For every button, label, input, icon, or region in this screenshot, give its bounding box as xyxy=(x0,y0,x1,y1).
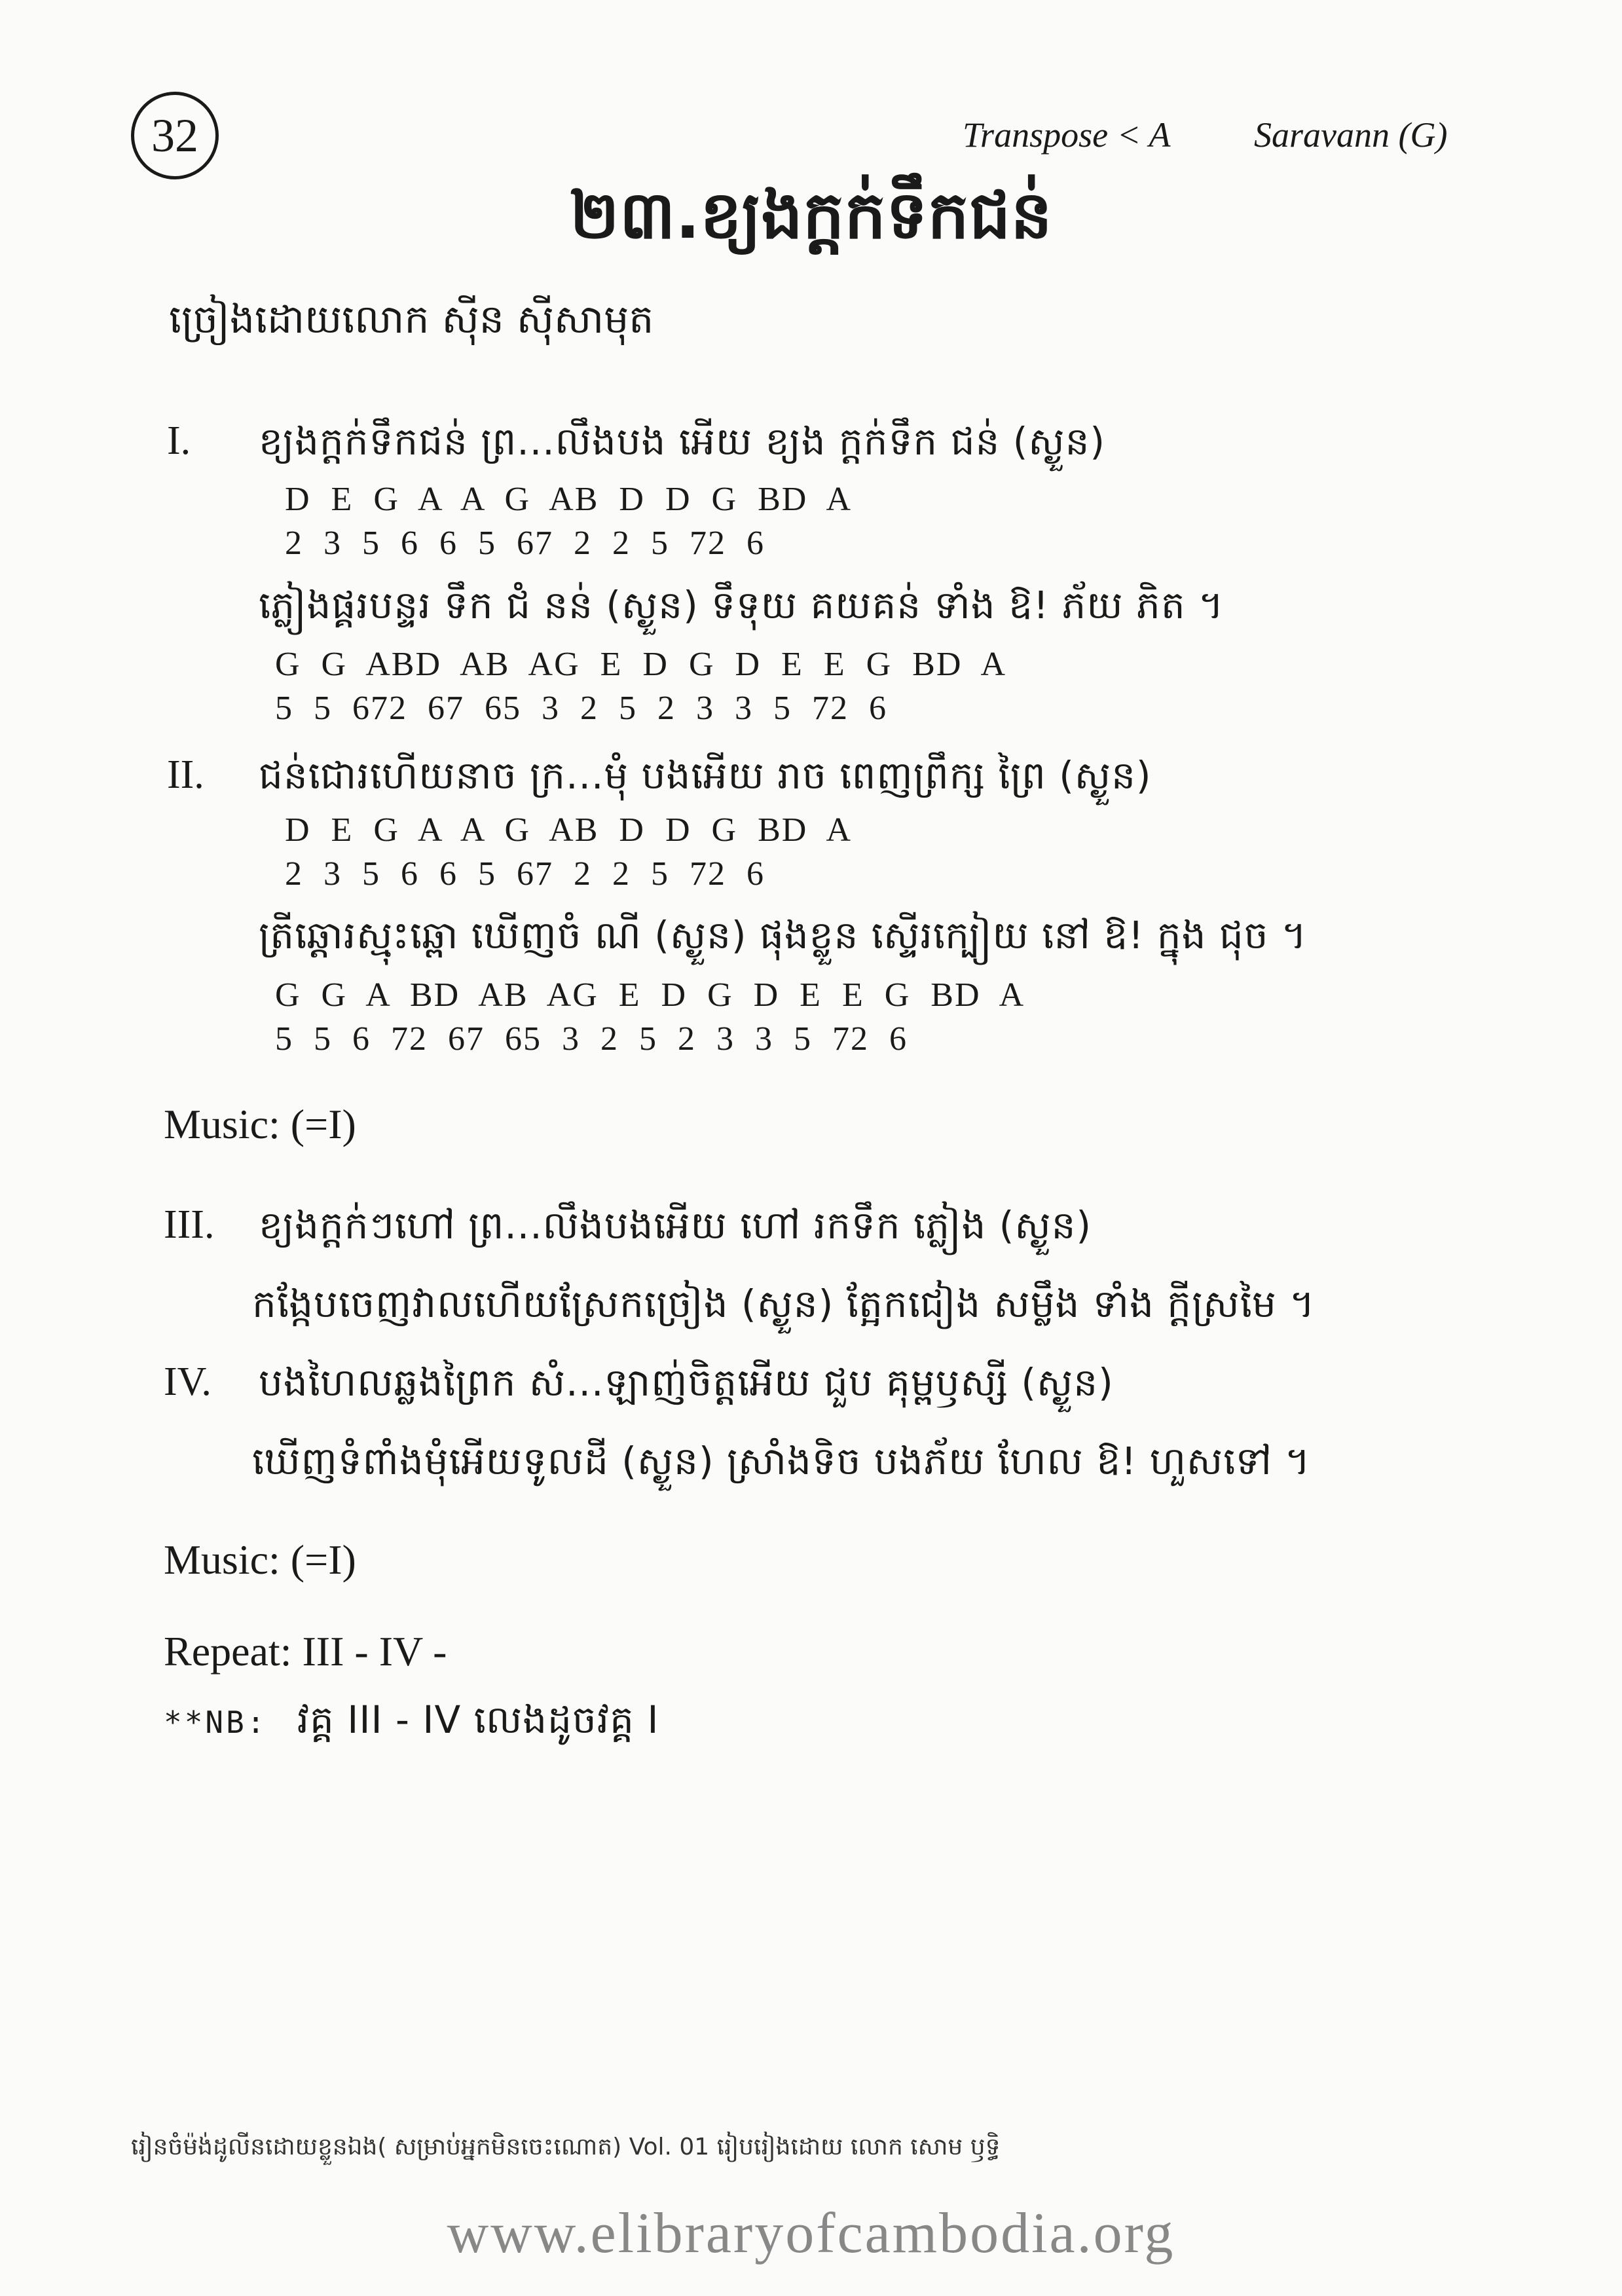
note-numbers: 5 5 672 67 65 3 2 5 2 3 3 5 72 6 xyxy=(275,690,887,727)
verse-numeral: II. xyxy=(167,752,204,797)
lyric-line: ឃើញទំពាំងមុំអើយទូលដី (ស្ងួន) ស្រាំងទិច បងភ័យ ហែល ឱ! ហួសទៅ ។ xyxy=(252,1439,1311,1483)
lyric-line: ខ្យងក្ដក់ៗហៅ ព្រ...លឹងបងអើយ ហៅ រកទឹក ភ្លៀង (ស្ងួន) xyxy=(259,1203,1092,1248)
lyric-line: កង្កែបចេញវាលហើយស្រែកច្រៀង (ស្ងួន) ត្អែកជៀង សម្លឹង ទាំង ក្ដីស្រមៃ ។ xyxy=(252,1282,1316,1326)
repeat-instruction: Repeat: III - IV - xyxy=(164,1628,447,1675)
note-numbers: 2 3 5 6 6 5 67 2 2 5 72 6 xyxy=(285,525,765,562)
note-letters: G G ABD AB AG E D G D E E G BD A xyxy=(275,646,1007,683)
music-repeat-label: Music: (=I) xyxy=(164,1536,356,1583)
nb-prefix: **NB: xyxy=(164,1705,268,1740)
lyric-line: ត្រីឆ្តោរស្មុះឆ្ពោ ឃើញចំ ណី (ស្ងួន) ផុងខ្លួន ស្ទើរក្បៀយ នៅ ឱ! ក្នុង ជុច ។ xyxy=(259,913,1308,957)
lyric-line: ខ្យងក្ដក់ទឹកជន់ ព្រ...លឹងបង អើយ ខ្យង ក្ដក់ទឹក ជន់ (ស្ងួន) xyxy=(259,419,1106,464)
lyric-line: ជន់ជោរហើយនាច ក្រ...មុំ បងអើយ រាច ពេញព្រឹក្ស ព្រៃ (ស្ងួន) xyxy=(259,753,1152,798)
nb-note xyxy=(164,1696,659,1752)
note-letters: D E G A A G AB D D G BD A xyxy=(285,811,852,849)
transpose-note: Transpose < A xyxy=(963,115,1171,155)
book-footer: រៀនចំម៉ង់ដូលីនដោយខ្លួនឯង( សម្រាប់អ្នកមិនចេះណោត) Vol. 01 រៀបរៀងដោយ លោក សោម ឫទ្ធិ xyxy=(131,2134,1001,2160)
lyric-line: ភ្លៀងផ្គរបន្ទរ ទឹក ជំ នន់ (ស្ងួន) ទឹទុយ គយគន់ ទាំង ឱ! ភ័យ ភិត ។ xyxy=(259,583,1225,627)
nb-text: វគ្គ III - IV លេងដូចវគ្គ I xyxy=(297,1697,659,1742)
note-letters: D E G A A G AB D D G BD A xyxy=(285,481,852,518)
note-letters: G G A BD AB AG E D G D E E G BD A xyxy=(275,976,1025,1014)
author-line: ច្រៀងដោយលោក ស៊ីន ស៊ីសាមុត xyxy=(169,297,654,343)
verse-numeral: III. xyxy=(164,1202,215,1247)
website-watermark: www.elibraryofcambodia.org xyxy=(447,2202,1175,2265)
song-title: ២៣.ខ្យងក្ដក់ទឹកជន់ xyxy=(570,177,1052,253)
music-repeat-label: Music: (=I) xyxy=(164,1101,356,1147)
style-note: Saravann (G) xyxy=(1254,115,1448,155)
page-number: 32 xyxy=(151,109,198,162)
note-numbers: 5 5 6 72 67 65 3 2 5 2 3 3 5 72 6 xyxy=(275,1020,908,1058)
note-numbers: 2 3 5 6 6 5 67 2 2 5 72 6 xyxy=(285,855,765,893)
verse-numeral: I. xyxy=(167,418,191,463)
page-number-badge xyxy=(131,92,219,179)
lyric-line: បងហៃលឆ្លងព្រៃក សំ...ឡាញ់ចិត្តអើយ ជួប គុម្ពឫស្សី (ស្ងួន) xyxy=(259,1360,1114,1405)
verse-numeral: IV. xyxy=(164,1360,212,1404)
